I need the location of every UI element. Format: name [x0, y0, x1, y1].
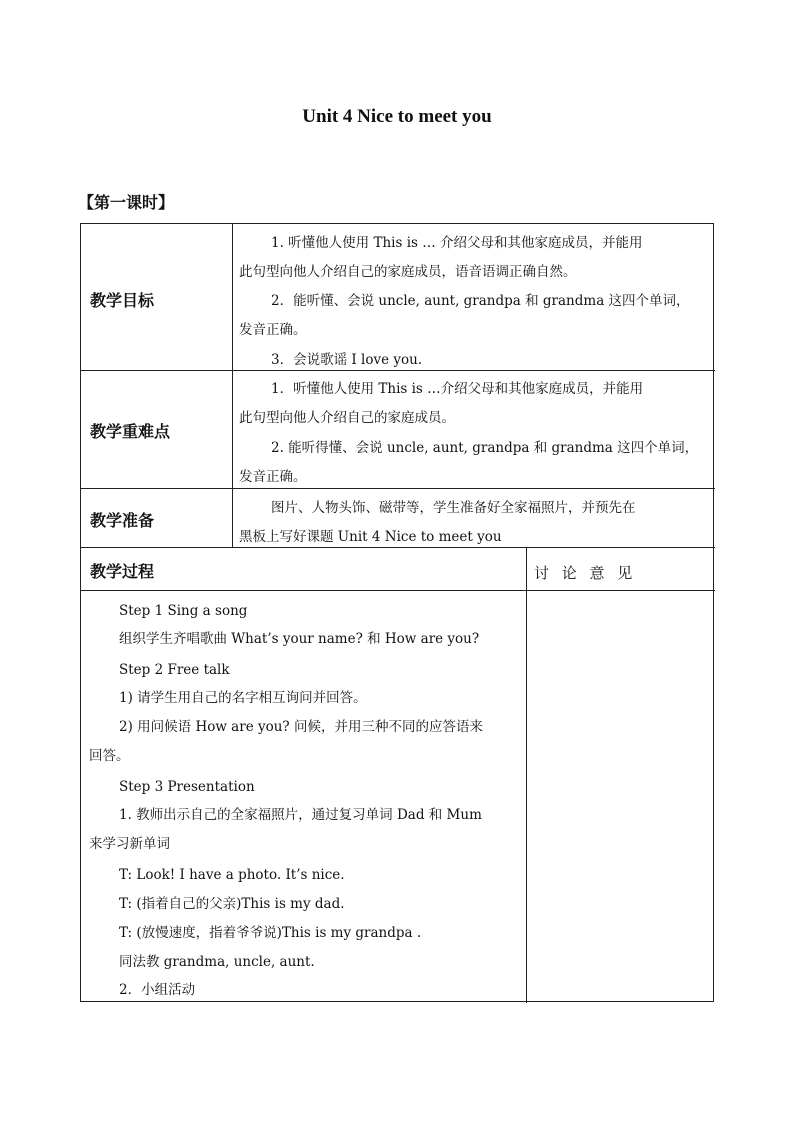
goals-line: 3．会说歌谣 I love you. [271, 352, 423, 368]
section-heading: 【第一课时】 [78, 193, 175, 212]
goals-line: 发音正确。 [239, 322, 307, 338]
process-line: T: (放慢速度，指着爷爷说)This is my grandpa . [119, 925, 422, 941]
process-line: Step 2 Free talk [119, 662, 230, 678]
goals-line: 此句型向他人介绍自己的家庭成员，语音语调正确自然。 [239, 264, 577, 280]
process-line: Step 3 Presentation [119, 779, 255, 795]
row-label-preparation: 教学准备 [90, 511, 155, 530]
key-points-line: 发音正确。 [239, 469, 307, 485]
row-divider [81, 370, 715, 371]
lesson-plan-table [80, 223, 714, 1002]
process-line: 来学习新单词 [89, 836, 170, 852]
preparation-line: 黑板上写好课题 Unit 4 Nice to meet you [239, 529, 502, 545]
process-line: T: (指着自己的父亲)This is my dad. [119, 896, 345, 912]
key-points-line: 1．听懂他人使用 This is …介绍父母和其他家庭成员，并能用 [271, 381, 644, 397]
row-divider [81, 547, 715, 548]
row-label-goals: 教学目标 [90, 291, 155, 310]
row-divider [81, 488, 715, 489]
row-label-key-points: 教学重难点 [90, 422, 171, 441]
process-line: 2．小组活动 [119, 982, 196, 998]
row-label-process: 教学过程 [90, 562, 155, 581]
discussion-column-divider [526, 547, 527, 1003]
goals-line: 1. 听懂他人使用 This is … 介绍父母和其他家庭成员，并能用 [271, 235, 643, 251]
page-title: Unit 4 Nice to meet you [302, 106, 492, 127]
process-line: 1. 教师出示自己的全家福照片，通过复习单词 Dad 和 Mum [119, 807, 482, 823]
process-line: 2) 用问候语 How are you? 问候，并用三种不同的应答语来 [119, 719, 483, 735]
process-line: Step 1 Sing a song [119, 603, 248, 619]
row-divider [81, 590, 715, 591]
process-line: T: Look! I have a photo. It’s nice. [119, 867, 345, 883]
process-line: 回答。 [89, 748, 130, 764]
key-points-line: 此句型向他人介绍自己的家庭成员。 [239, 410, 455, 426]
process-line: 同法教 grandma, uncle, aunt. [119, 954, 315, 970]
key-points-line: 2. 能听得懂、会说 uncle, aunt, grandpa 和 grandma 这四个单词， [271, 440, 699, 456]
preparation-line: 图片、人物头饰、磁带等，学生准备好全家福照片，并预先在 [271, 500, 636, 516]
discussion-header: 讨 论 意 见 [534, 564, 637, 582]
process-line: 1) 请学生用自己的名字相互询问并回答。 [119, 690, 367, 706]
label-column-divider [232, 224, 233, 548]
goals-line: 2．能听懂、会说 uncle, aunt, grandpa 和 grandma 这四个单词， [271, 293, 690, 309]
process-line: 组织学生齐唱歌曲 What’s your name? 和 How are you? [119, 631, 480, 647]
